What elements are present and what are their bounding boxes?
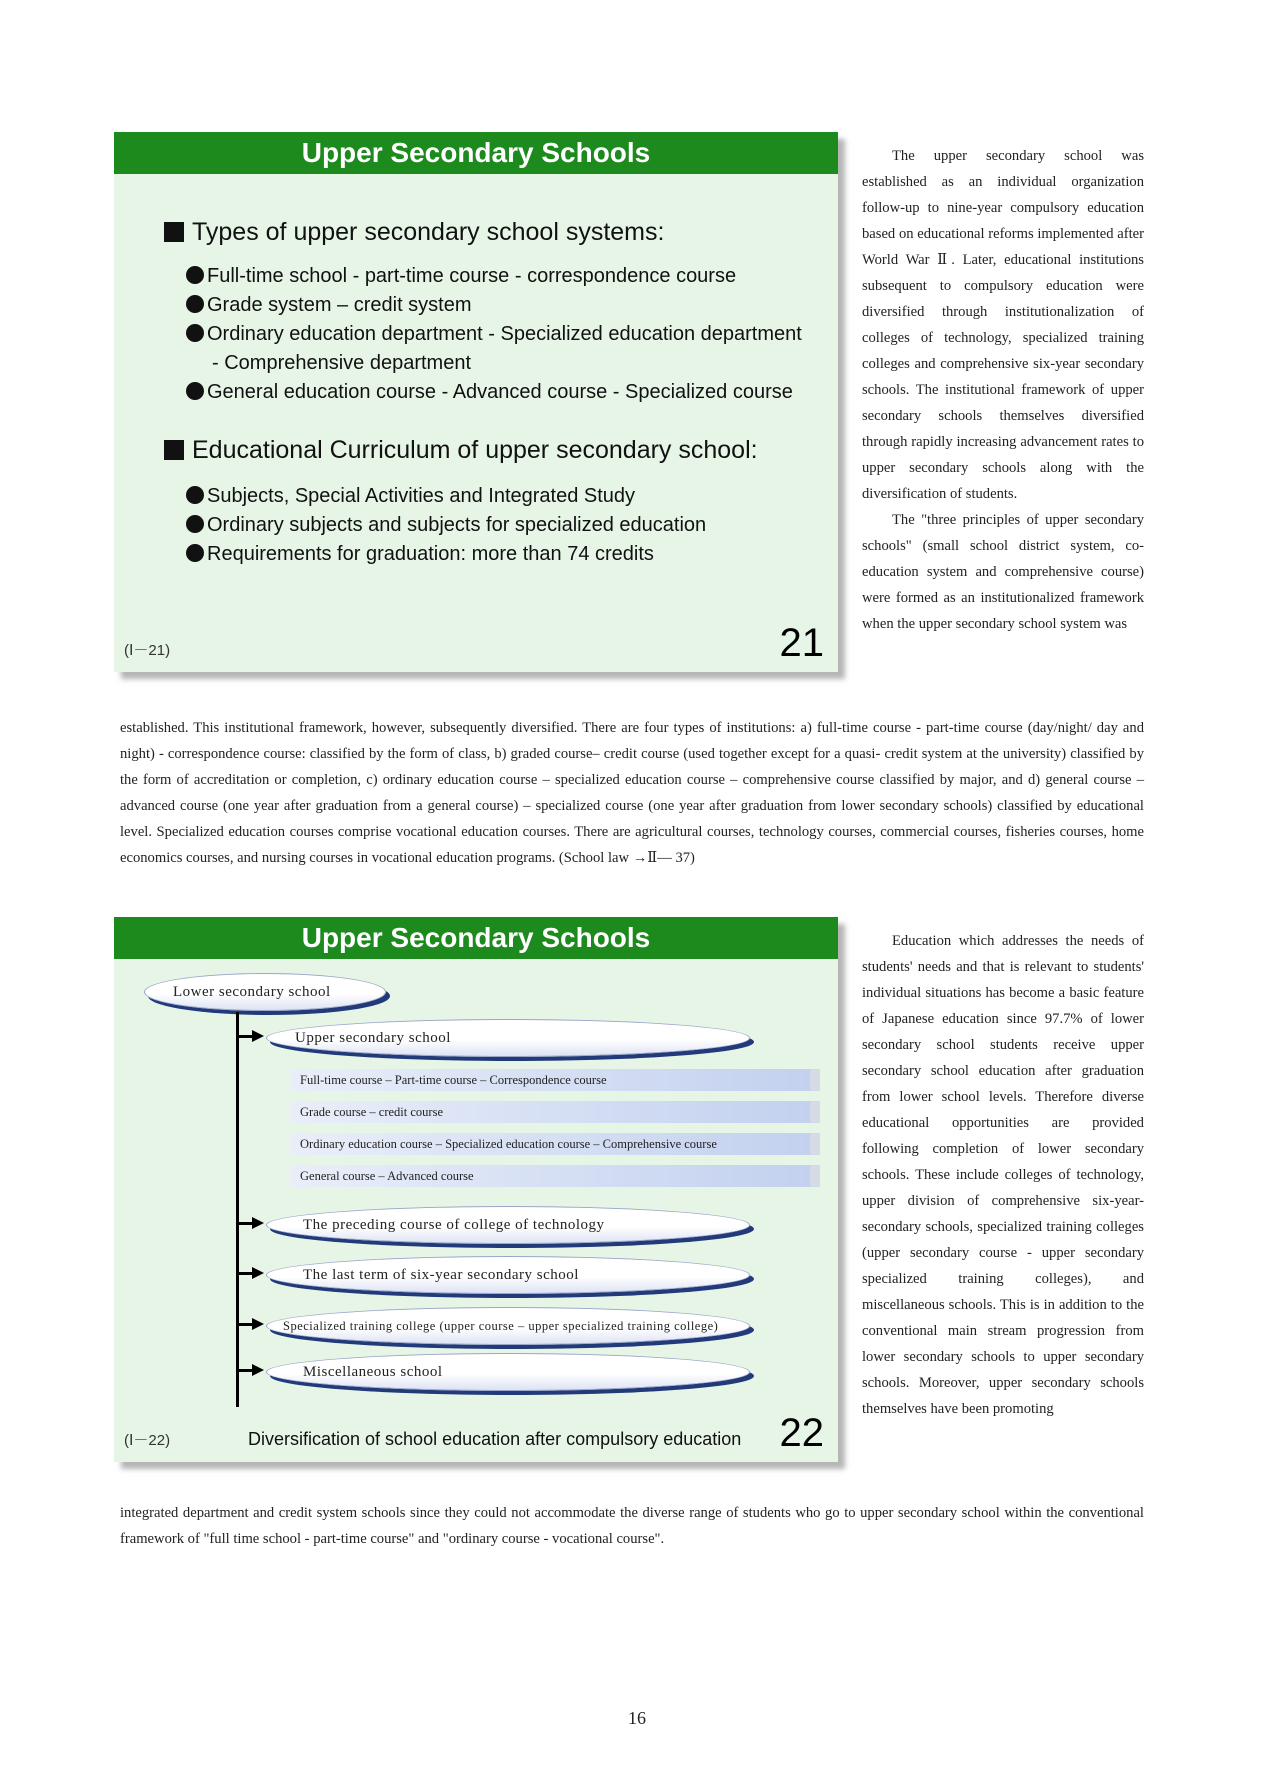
list-item: Requirements for graduation: more than 74 credits <box>186 540 706 569</box>
sub-box: General course – Advanced course <box>290 1165 820 1187</box>
types-list <box>186 262 802 407</box>
slide-21 <box>114 132 838 672</box>
page-number: 16 <box>628 1708 646 1728</box>
sub-box: Ordinary education course – Specialized education course – Comprehensive course <box>290 1133 820 1155</box>
arrow-icon <box>252 1030 264 1042</box>
list-item: General education course - Advanced course - Specialized course <box>186 378 802 407</box>
bullet-icon <box>186 324 204 342</box>
body-text-side-2: Education which addresses the needs of students' needs and that is relevant to students' individual situations has become a basic feature of Japanese education since 97.7% of lower secondary school students receive upper secondary school education after graduation from lower school levels. Therefore diverse educational opportunities are provided following completion of lower secondary schools. These include colleges of technology, upper division of comprehensive six-year- secondary schools, specialized training colleges (upper secondary course - upper secondary specialized training colleges), and miscellaneous schools. This is in addition to the conventional main stream progression from lower secondary schools to upper secondary schools. Moreover, upper secondary schools themselves have been promoting <box>862 933 1145 1417</box>
slide-caption: Diversification of school education after compulsory education <box>248 1429 742 1449</box>
list-item: Full-time school - part-time course - correspondence course <box>186 262 802 291</box>
section-heading-text: Types of upper secondary school systems: <box>192 218 665 246</box>
sub-box: Grade course – credit course <box>290 1101 820 1123</box>
bullet-icon <box>186 486 204 504</box>
bullet-icon <box>186 295 204 313</box>
list-item: Ordinary education department - Specialized education department <box>186 320 802 349</box>
slide-title: Upper Secondary Schools <box>114 917 838 959</box>
node-upper-secondary: Upper secondary school <box>266 1019 750 1057</box>
list-item: Ordinary subjects and subjects for specialized education <box>186 511 706 540</box>
slide-number: 21 <box>779 621 824 665</box>
bullet-icon <box>186 515 204 533</box>
bullet-icon <box>186 544 204 562</box>
arrow-icon <box>252 1217 264 1229</box>
square-bullet-icon <box>164 440 184 460</box>
node-lower-secondary: Lower secondary school <box>144 973 386 1011</box>
slide-title: Upper Secondary Schools <box>114 132 838 174</box>
bullet-icon <box>186 266 204 284</box>
slide-number: 22 <box>779 1411 824 1455</box>
list-item: Subjects, Special Activities and Integrated Study <box>186 482 706 511</box>
body-text-side-1: The upper secondary school was established as an individual organization follow-up to nine-year compulsory education based on educational reforms implemented after World War Ⅱ. Later, educational institutions subsequent to compulsory education were diversified through institutionalization of colleges of technology, specialized training colleges and comprehensive six-year secondary schools. The institutional framework of upper secondary schools themselves diversified through rapidly increasing advancement rates to upper secondary schools along with the diversification of students. The "three principles of upper secondary schools" (small school district system, co-education system and comprehensive course) were formed as an institutionalized framework when the upper secondary school system was <box>862 148 1145 632</box>
sub-box: Full-time course – Part-time course – Correspondence course <box>290 1069 820 1091</box>
arrow-icon <box>252 1364 264 1376</box>
curriculum-list <box>186 482 706 569</box>
arrow-icon <box>252 1267 264 1279</box>
bullet-icon <box>186 382 204 400</box>
section-heading-text: Educational Curriculum of upper secondary school: <box>192 436 758 464</box>
square-bullet-icon <box>164 222 184 242</box>
slide-code: (Ⅰ－21) <box>124 642 171 659</box>
section-heading-curriculum <box>164 436 758 465</box>
node-college-of-technology: The preceding course of college of technology <box>266 1206 750 1244</box>
arrow-icon <box>252 1318 264 1330</box>
node-miscellaneous-school: Miscellaneous school <box>266 1353 750 1391</box>
slide-code: (Ⅰ－22) <box>124 1432 171 1449</box>
body-text-full-1: established. This institutional framework, however, subsequently diversified. There are four types of institutions: a) full-time course - part-time course (day/night/ day and night) - correspondence course: classified by the form of class, b) graded course– credit course (used together except for a quasi- credit system at the university) classified by the form of accreditation or completion, c) ordinary education course – specialized education course – comprehensive course classified by major, and d) general course – advanced course (one year after graduation from a general course) – specialized course (one year after graduation from lower secondary schools) classified by educational level. Specialized education courses comprise vocational education courses. There are agricultural courses, technology courses, commercial courses, fisheries courses, home economics courses, and nursing courses in vocational education programs. (School law →Ⅱ— 37) <box>120 720 1145 866</box>
slide-22 <box>114 917 838 1462</box>
section-heading-types <box>164 218 664 247</box>
node-six-year-secondary: The last term of six-year secondary school <box>266 1256 750 1294</box>
list-item: Grade system – credit system <box>186 291 802 320</box>
tree-trunk <box>236 1012 239 1407</box>
body-text-full-2: integrated department and credit system schools since they could not accommodate the diverse range of students who go to upper secondary school within the conventional framework of "full time school - part-time course" and "ordinary course - vocational course". <box>120 1505 1144 1547</box>
list-item-continuation: - Comprehensive department <box>212 352 472 374</box>
node-specialized-training: Specialized training college (upper course – upper specialized training college) <box>266 1307 750 1345</box>
